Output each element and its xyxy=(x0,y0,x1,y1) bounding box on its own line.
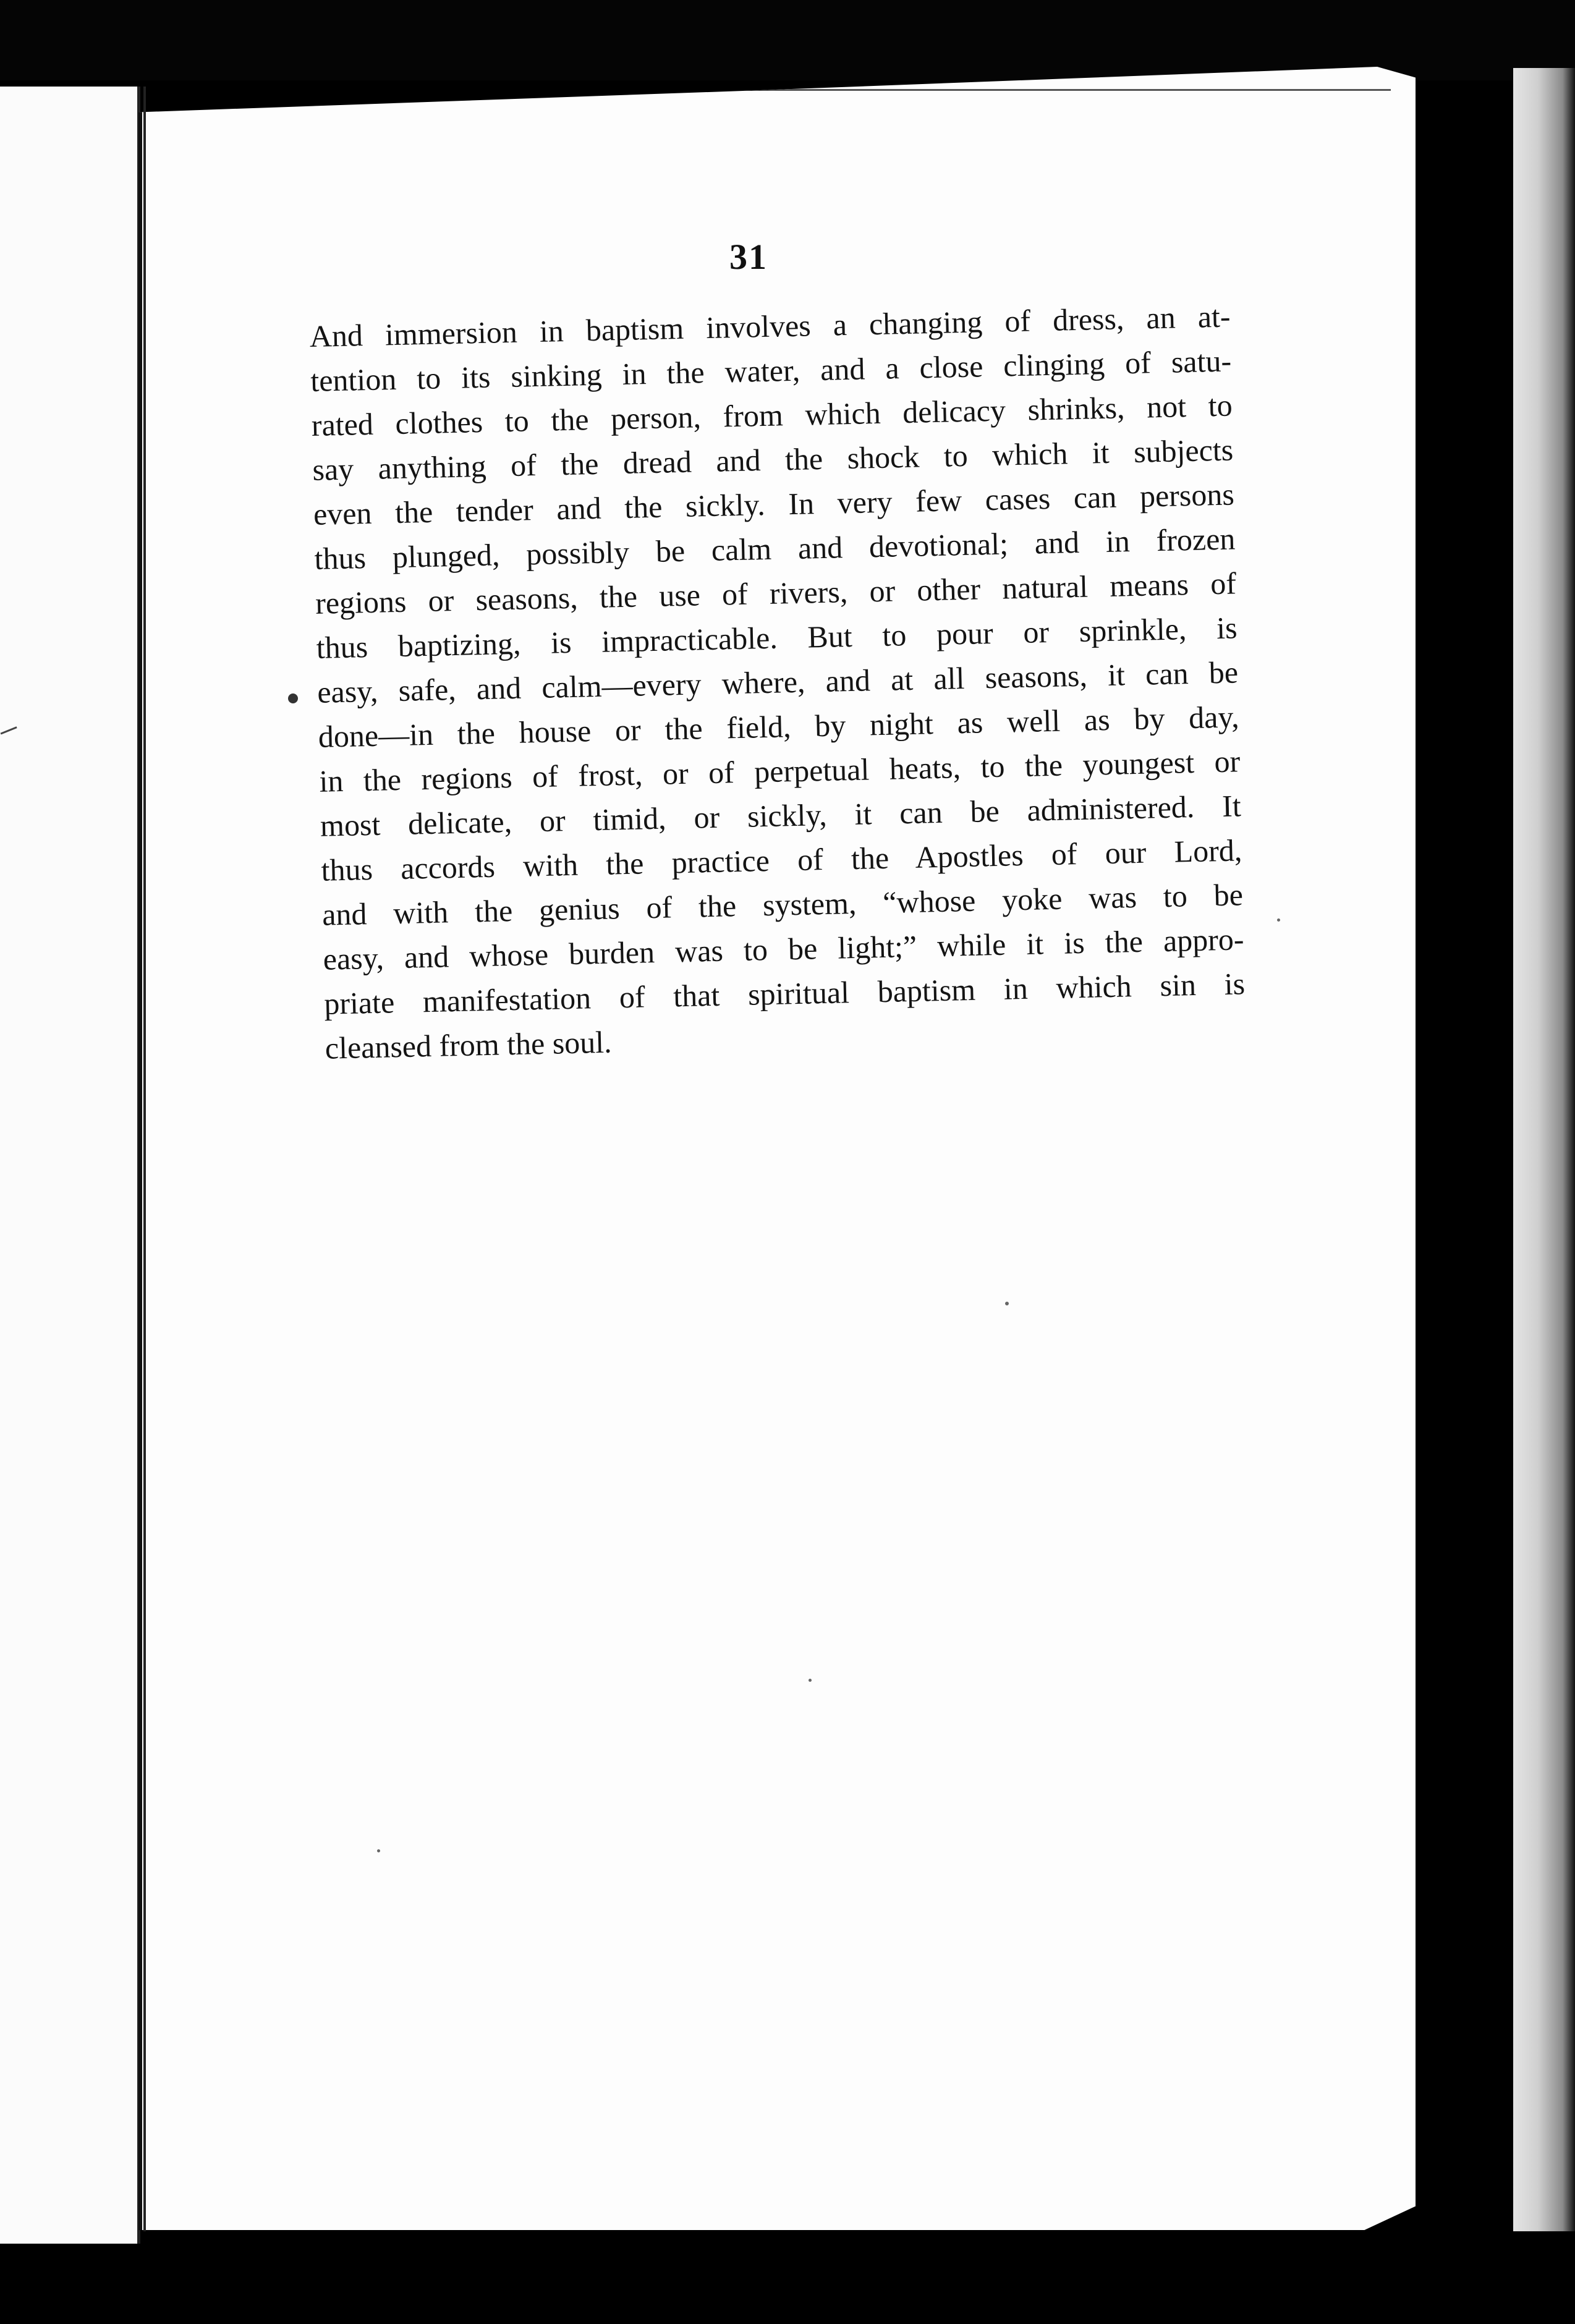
body-paragraph xyxy=(309,294,1246,1070)
paper-speck xyxy=(1277,918,1280,922)
text-line: thus baptizing, is impracticable. But to pour or sprinkle, is xyxy=(316,610,1238,665)
text-line: priate manifestation of that spiritual baptism in which sin is xyxy=(323,966,1246,1021)
text-line: say anything of the dread and the shock to which it subjects xyxy=(312,432,1234,487)
scan-bottom-border xyxy=(0,2250,1575,2324)
text-line: regions or seasons, the use of rivers, or other natural means of xyxy=(315,566,1237,621)
text-line: and with the genius of the system, “whose yoke was to be xyxy=(321,877,1244,932)
ink-spot xyxy=(288,693,298,703)
text-line: thus plunged, possibly be calm and devotional; and in frozen xyxy=(314,521,1236,576)
text-line: tention to its sinking in the water, and a close clinging of satu- xyxy=(310,343,1232,398)
page-edge-shadow xyxy=(1513,68,1575,2231)
text-line: easy, and whose burden was to be light;” while it is the appro- xyxy=(323,922,1245,977)
text-line: thus accords with the practice of the Apostles of our Lord, xyxy=(321,833,1242,888)
text-line: And immersion in baptism involves a changing of dress, an at- xyxy=(309,299,1231,354)
text-line: cleansed from the soul. xyxy=(325,1024,613,1066)
paper-speck xyxy=(377,1849,380,1852)
paper-speck xyxy=(809,1679,812,1682)
text-line: done—in the house or the field, by night as well as by day, xyxy=(318,699,1240,754)
text-line: most delicate, or timid, or sickly, it can be administered. It xyxy=(320,788,1242,843)
text-line: in the regions of frost, or of perpetual heats, to the youngest or xyxy=(318,744,1241,799)
text-line: even the tender and the sickly. In very few cases can persons xyxy=(313,477,1235,532)
gutter-line xyxy=(143,87,146,2231)
text-line: rated clothes to the person, from which delicacy shrinks, not to xyxy=(311,388,1233,443)
page-number: 31 xyxy=(729,237,768,277)
page-fold-mark xyxy=(1,726,20,740)
paper-speck xyxy=(1005,1302,1009,1305)
text-line: easy, safe, and calm—every where, and at all seasons, it can be xyxy=(316,655,1239,710)
left-page-margin xyxy=(0,87,140,2244)
